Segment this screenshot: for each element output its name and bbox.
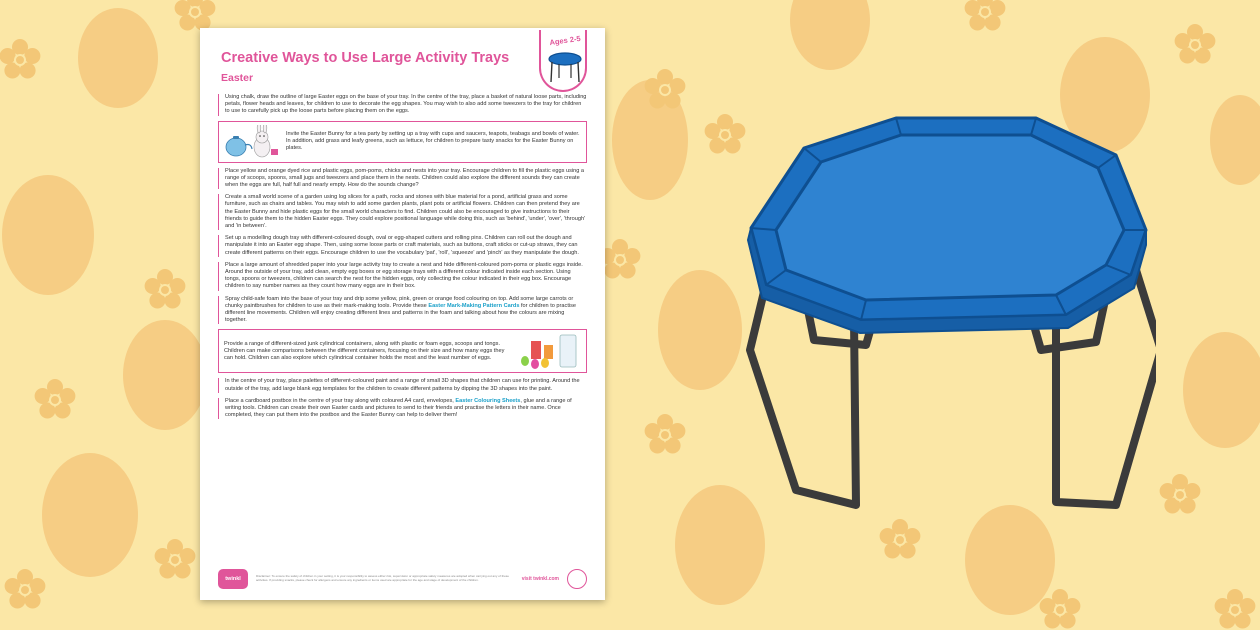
activity-sheet (200, 28, 605, 600)
paragraph-text: Place a cardboard postbox in the centre of your tray along with coloured A4 card, envelopes, (225, 397, 456, 404)
activity-list (218, 94, 587, 419)
activity-paragraph: Place a large amount of shredded paper into your large activity tray to create a nest and hide different-coloured pom-poms or plastic eggs inside. Around the outside of your tray, add clean, empty egg boxes or egg storage trays with a different colour indicated inside each section. Using tongs, spoons or tweezers, children can search the nest for the hidden eggs, only collecting the colour indicated in their egg box. Encourage children to say number names as they count how many eggs are in their box. (218, 262, 587, 291)
tray-base (776, 135, 1124, 300)
activity-box-tea-party (218, 121, 587, 163)
twinkl-plus-logo (567, 569, 587, 589)
tea-party-bunny-icon (224, 125, 280, 159)
paragraph-text: for children to practise different line movements. Children will enjoy creating different lines and patterns in the foam and talking about how the colours are mixing together. (225, 302, 577, 324)
age-badge (539, 30, 587, 92)
footer-url[interactable]: visit twinkl.com (521, 576, 559, 582)
document-title: Creative Ways to Use Large Activity Trays (221, 50, 510, 66)
activity-paragraph: Create a small world scene of a garden using log slices for a path, rocks and stones with blue material for a pond, artificial grass and some furniture, such as chairs and tables. You may wish to add some garden plants, plant pots or artificial flowers. Children can then pretend they are the Easter Bunny and hide plastic eggs for the small world characters to find. Children could also be encouraged to give instructions to their friends to guide them to the hidden Easter eggs. They could explore positional language while doing this, such as 'behind', 'under', 'over', 'through' and 'in between'. (218, 194, 587, 230)
activity-paragraph-with-link (218, 398, 587, 420)
activity-paragraph: In the centre of your tray, place palettes of different-coloured paint and a range of small 3D shapes that children can use for printing. Around the outside of the tray, add large blank egg templates for the children to create different patterns by dipping the 3D shapes into the paint. (218, 378, 587, 392)
document-subtitle: Easter (221, 72, 254, 84)
containers-and-eggs-icon (519, 333, 581, 369)
age-badge-label: Ages 2-5 (548, 33, 582, 48)
mark-making-cards-link[interactable]: Easter Mark-Making Pattern Cards (428, 302, 520, 309)
document-footer (218, 566, 587, 592)
activity-paragraph-with-link (218, 296, 587, 325)
disclaimer-text: Disclaimer: To ensure the safety of children in your setting, it is your responsibility to assess either risk, supervision or appropriate safety measures are adopted when carrying out any of these activities. If providing snacks, please check for allergens and ensure any ingredients or items used are appropriate for the age and stage of development of the children. (256, 574, 509, 582)
activity-paragraph: Using chalk, draw the outline of large Easter eggs on the base of your tray. In the centre of the tray, place a basket of natural loose parts, including petals, flower heads and leaves, for children to use to decorate the egg shapes. You may wish to also add some tweezers to the tray for children to use to carefully pick up the loose parts before placing them on the eggs. (218, 94, 587, 116)
activity-box-containers (218, 329, 587, 373)
paragraph-text: Spray child-safe foam into the base of your tray and drip some yellow, pink, green or orange food colouring on top. Add some large carrots or chunky paintbrushes for children to use as their mark-making tools. Provide these (225, 295, 574, 309)
activity-paragraph: Provide a range of different-sized junk cylindrical containers, along with plastic or foam eggs, scoops and tongs. Children can make comparisons between the different containers, focusing on their size and how many eggs they can hold. Children can also explore which cylindrical container holds the most and the least number of eggs. (224, 340, 505, 362)
activity-paragraph: Set up a modelling dough tray with different-coloured dough, oval or egg-shaped cutters and rolling pins. Children can roll out the dough and manipulate it into an Easter egg shape. Then, using some loose parts or craft materials, such as buttons, craft sticks or cut-up straws, they can create different patterns on their eggs. Encourage children to use the vocabulary 'pat', 'roll', 'squeeze' and 'pinch' as they manipulate the dough. (218, 235, 587, 257)
colouring-sheets-link[interactable]: Easter Colouring Sheets (455, 397, 521, 404)
activity-paragraph: Invite the Easter Bunny for a tea party by setting up a tray with cups and saucers, teapots, teabags and bowls of water. In addition, add grass and leafy greens, such as lettuce, for children to prepare tasty snacks for the Easter Bunny on plates. (286, 130, 580, 152)
tray-thumbnail-icon (546, 50, 584, 84)
twinkl-logo: twinkl (218, 569, 248, 589)
activity-tray-illustration (736, 110, 1156, 520)
paragraph-text: , glue and a range of writing tools. Children can create their own Easter cards and pictures to send to their friends and practise the letters in their name. Once completed, they can put them into the postbox and the Easter Bunny can help to deliver them! (225, 397, 572, 419)
activity-paragraph: Place yellow and orange dyed rice and plastic eggs, pom-poms, chicks and nests into your tray. Encourage children to fill the plastic eggs using a range of scoops, spoons, small jugs and tweezers and place them in the nests. Children could also explore the different sounds they can create when the eggs are full, half full and nearly empty. How do the sounds change? (218, 168, 587, 190)
